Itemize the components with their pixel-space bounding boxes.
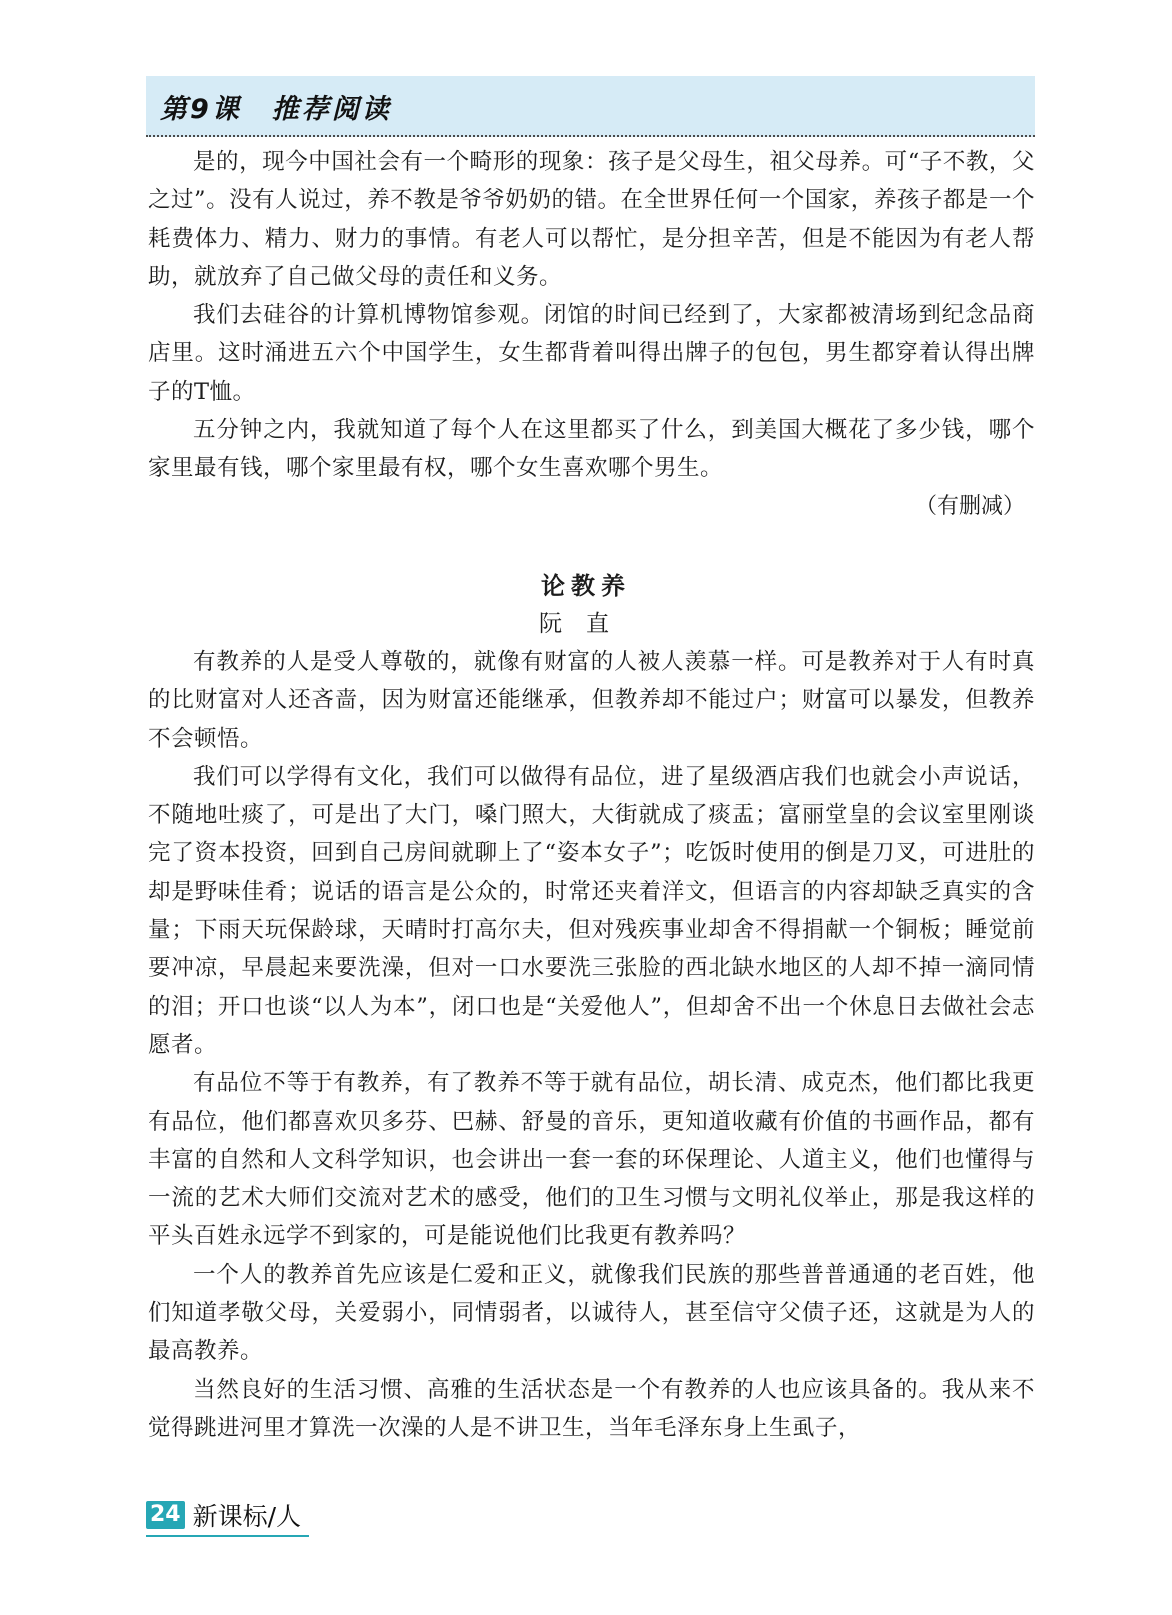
paragraph: 五分钟之内，我就知道了每个人在这里都买了什么，到美国大概花了多少钱，哪个家里最有钱，哪个家里最有权，哪个女生喜欢哪个男生。 bbox=[148, 417, 1035, 482]
article-title: 论教养 bbox=[541, 572, 631, 600]
paragraph: 我们可以学得有文化，我们可以做得有品位，进了星级酒店我们也就会小声说话，不随地吐痰了，可是出了大门，嗓门照大，大街就成了痰盂；富丽堂皇的会议室里刚谈完了资本投资，回到自己房间就聊上了“姿本女子”；吃饭时使用的倒是刀叉，可进肚的却是野味佳肴；说话的语言是公众的，时常还夹着洋文，但语言的内容却缺乏真实的含量；下雨天玩保龄球，天晴时打高尔夫，但对残疾事业却舍不得捐献一个铜板；睡觉前要冲凉，早晨起来要洗澡，但对一口水要洗三张脸的西北缺水地区的人却不掉一滴同情的泪；开口也谈“以人为本”，闭口也是“关爱他人”，但却舍不出一个休息日去做社会志愿者。 bbox=[148, 763, 1035, 1058]
paragraph: 有教养的人是受人尊敬的，就像有财富的人被人羡慕一样。可是教养对于人有时真的比财富对人还吝啬，因为财富还能继承，但教养却不能过户；财富可以暴发，但教养不会顿悟。 bbox=[148, 649, 1035, 752]
lesson-title bbox=[160, 87, 392, 126]
lesson-header bbox=[146, 76, 1035, 137]
page-number: 24 bbox=[146, 1501, 185, 1529]
article-body bbox=[148, 643, 1035, 1447]
paragraph: 一个人的教养首先应该是仁爱和正义，就像我们民族的那些普普通通的老百姓，他们知道孝敬父母，关爱弱小，同情弱者，以诚待人，甚至信守父债子还，这就是为人的最高教养。 bbox=[148, 1261, 1035, 1365]
paragraph: 有品位不等于有教养，有了教养不等于就有品位，胡长清、成克杰，他们都比我更有品位，他们都喜欢贝多芬、巴赫、舒曼的音乐，更知道收藏有价值的书画作品，都有丰富的自然和人文科学知识，也会讲出一套一套的环保理论、人道主义，他们也懂得与一流的艺术大师们交流对艺术的感受，他们的卫生习惯与文明礼仪举止，那是我这样的平头百姓永远学不到家的，可是能说他们比我更有教养吗？ bbox=[148, 1070, 1035, 1250]
article-author: 阮直 bbox=[539, 611, 633, 637]
abridged-note: （有删减） bbox=[914, 493, 1025, 519]
lesson-number: 第9课 bbox=[160, 94, 242, 125]
paragraph: 我们去硅谷的计算机博物馆参观。闭馆的时间已经到了，大家都被清场到纪念品商店里。这时涌进五六个中国学生，女生都背着叫得出牌子的包包，男生都穿着认得出牌子的T恤。 bbox=[148, 302, 1035, 405]
series-label: 新课标/人 bbox=[192, 1502, 302, 1531]
top-section bbox=[148, 143, 1035, 526]
page-footer bbox=[146, 1497, 309, 1537]
paragraph: 是的，现今中国社会有一个畸形的现象：孩子是父母生，祖父母养。可“子不教，父之过”。没有人说过，养不教是爷爷奶奶的错。在全世界任何一个国家，养孩子都是一个耗费体力、精力、财力的事情。有老人可以帮忙，是分担辛苦，但是不能因为有老人帮助，就放弃了自己做父母的责任和义务。 bbox=[148, 149, 1035, 290]
paragraph: 当然良好的生活习惯、高雅的生活状态是一个有教养的人也应该具备的。我从来不觉得跳进河里才算洗一次澡的人是不讲卫生，当年毛泽东身上生虱子， bbox=[148, 1376, 1035, 1441]
section-label: 推荐阅读 bbox=[271, 94, 392, 125]
